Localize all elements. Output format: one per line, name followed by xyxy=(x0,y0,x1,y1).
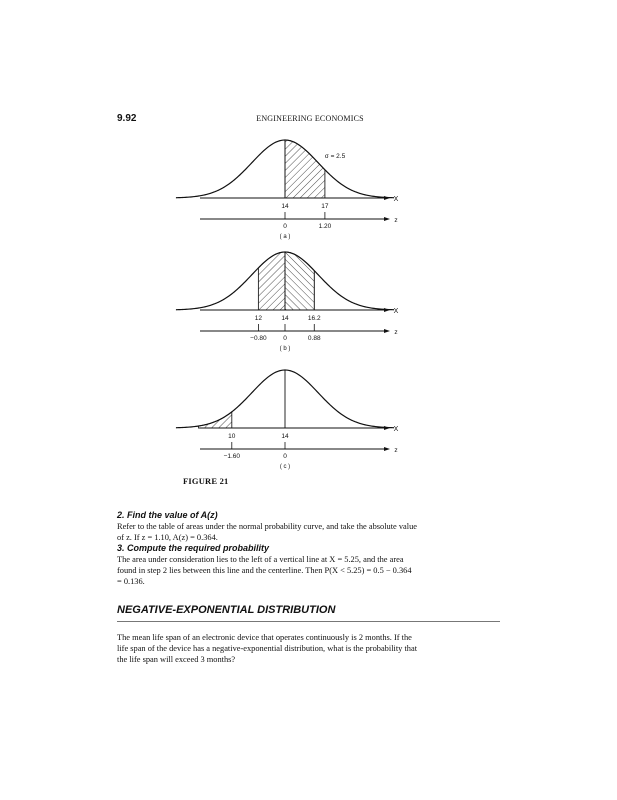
page-number: 9.92 xyxy=(117,113,137,124)
x-tick-label: 14 xyxy=(281,315,289,322)
x-axis-arrow-3 xyxy=(384,426,390,430)
x-axis-label-2: X xyxy=(393,308,399,315)
z-tick-label: −1.60 xyxy=(223,453,241,460)
z-axis-label-3: z xyxy=(394,447,398,454)
panel-label: ( c ) xyxy=(279,464,291,470)
step2-heading: 2. Find the value of A(z) xyxy=(117,510,218,520)
step3-line-2: found in step 2 lies between this line and the centerline. Then P(X < 5.25) = 0.5 − 0.364 xyxy=(117,566,412,575)
z-tick-label: 0 xyxy=(283,223,287,230)
z-axis-label-2: z xyxy=(394,329,398,336)
x-axis-label-3: X xyxy=(393,426,399,433)
section-line-2: life span of the device has a negative-exponential distribution, what is the probability that xyxy=(117,644,418,653)
x-axis-arrow-2 xyxy=(384,308,390,312)
section-line-1: The mean life span of an electronic device that operates continuously is 2 months. If the xyxy=(117,633,412,642)
step3-line-3: = 0.136. xyxy=(117,577,145,586)
step2-line-2: of z. If z = 1.10, A(z) = 0.364. xyxy=(117,533,218,542)
x-axis-label-1: X xyxy=(393,196,399,203)
z-tick-label: 0.88 xyxy=(307,335,321,342)
z-axis-arrow-2 xyxy=(384,329,390,333)
z-axis-arrow-1 xyxy=(384,217,390,221)
section-title: NEGATIVE-EXPONENTIAL DISTRIBUTION xyxy=(117,604,336,616)
z-tick-label: −0.80 xyxy=(250,335,267,342)
x-axis-arrow-1 xyxy=(384,196,390,200)
x-tick-label: 17 xyxy=(321,203,329,210)
z-axis-label-1: z xyxy=(394,217,398,224)
z-tick-label: 0 xyxy=(283,335,287,342)
shaded-area-1 xyxy=(285,140,325,198)
x-tick-label: 14 xyxy=(281,203,289,210)
x-tick-label: 16.2 xyxy=(307,315,321,322)
z-tick-label: 0 xyxy=(283,453,287,460)
z-axis-arrow-3 xyxy=(384,447,390,451)
normal-distribution-figure xyxy=(0,130,617,475)
x-tick-label: 14 xyxy=(281,433,289,440)
z-tick-label: 1.20 xyxy=(318,223,332,230)
sigma-label: σ = 2.5 xyxy=(324,153,346,160)
step2-line-1: Refer to the table of areas under the normal probability curve, and take the absolute value xyxy=(117,522,417,531)
x-tick-label: 10 xyxy=(228,433,236,440)
step3-paragraph xyxy=(117,554,500,587)
step3-heading: 3. Compute the required probability xyxy=(117,543,270,553)
x-tick-label: 12 xyxy=(254,315,263,322)
step2-paragraph xyxy=(117,521,500,543)
figure-caption: FIGURE 21 xyxy=(183,476,229,486)
section-line-3: the life span will exceed 3 months? xyxy=(117,655,236,664)
section-paragraph xyxy=(117,632,500,665)
running-head: ENGINEERING ECONOMICS xyxy=(256,114,364,123)
section-divider xyxy=(117,621,500,622)
panel-label: ( b ) xyxy=(279,346,291,352)
panel-label: ( a ) xyxy=(279,234,291,240)
shaded-area-right xyxy=(285,252,314,310)
step3-line-1: The area under consideration lies to the left of a vertical line at X = 5.25, and the area xyxy=(117,555,404,564)
